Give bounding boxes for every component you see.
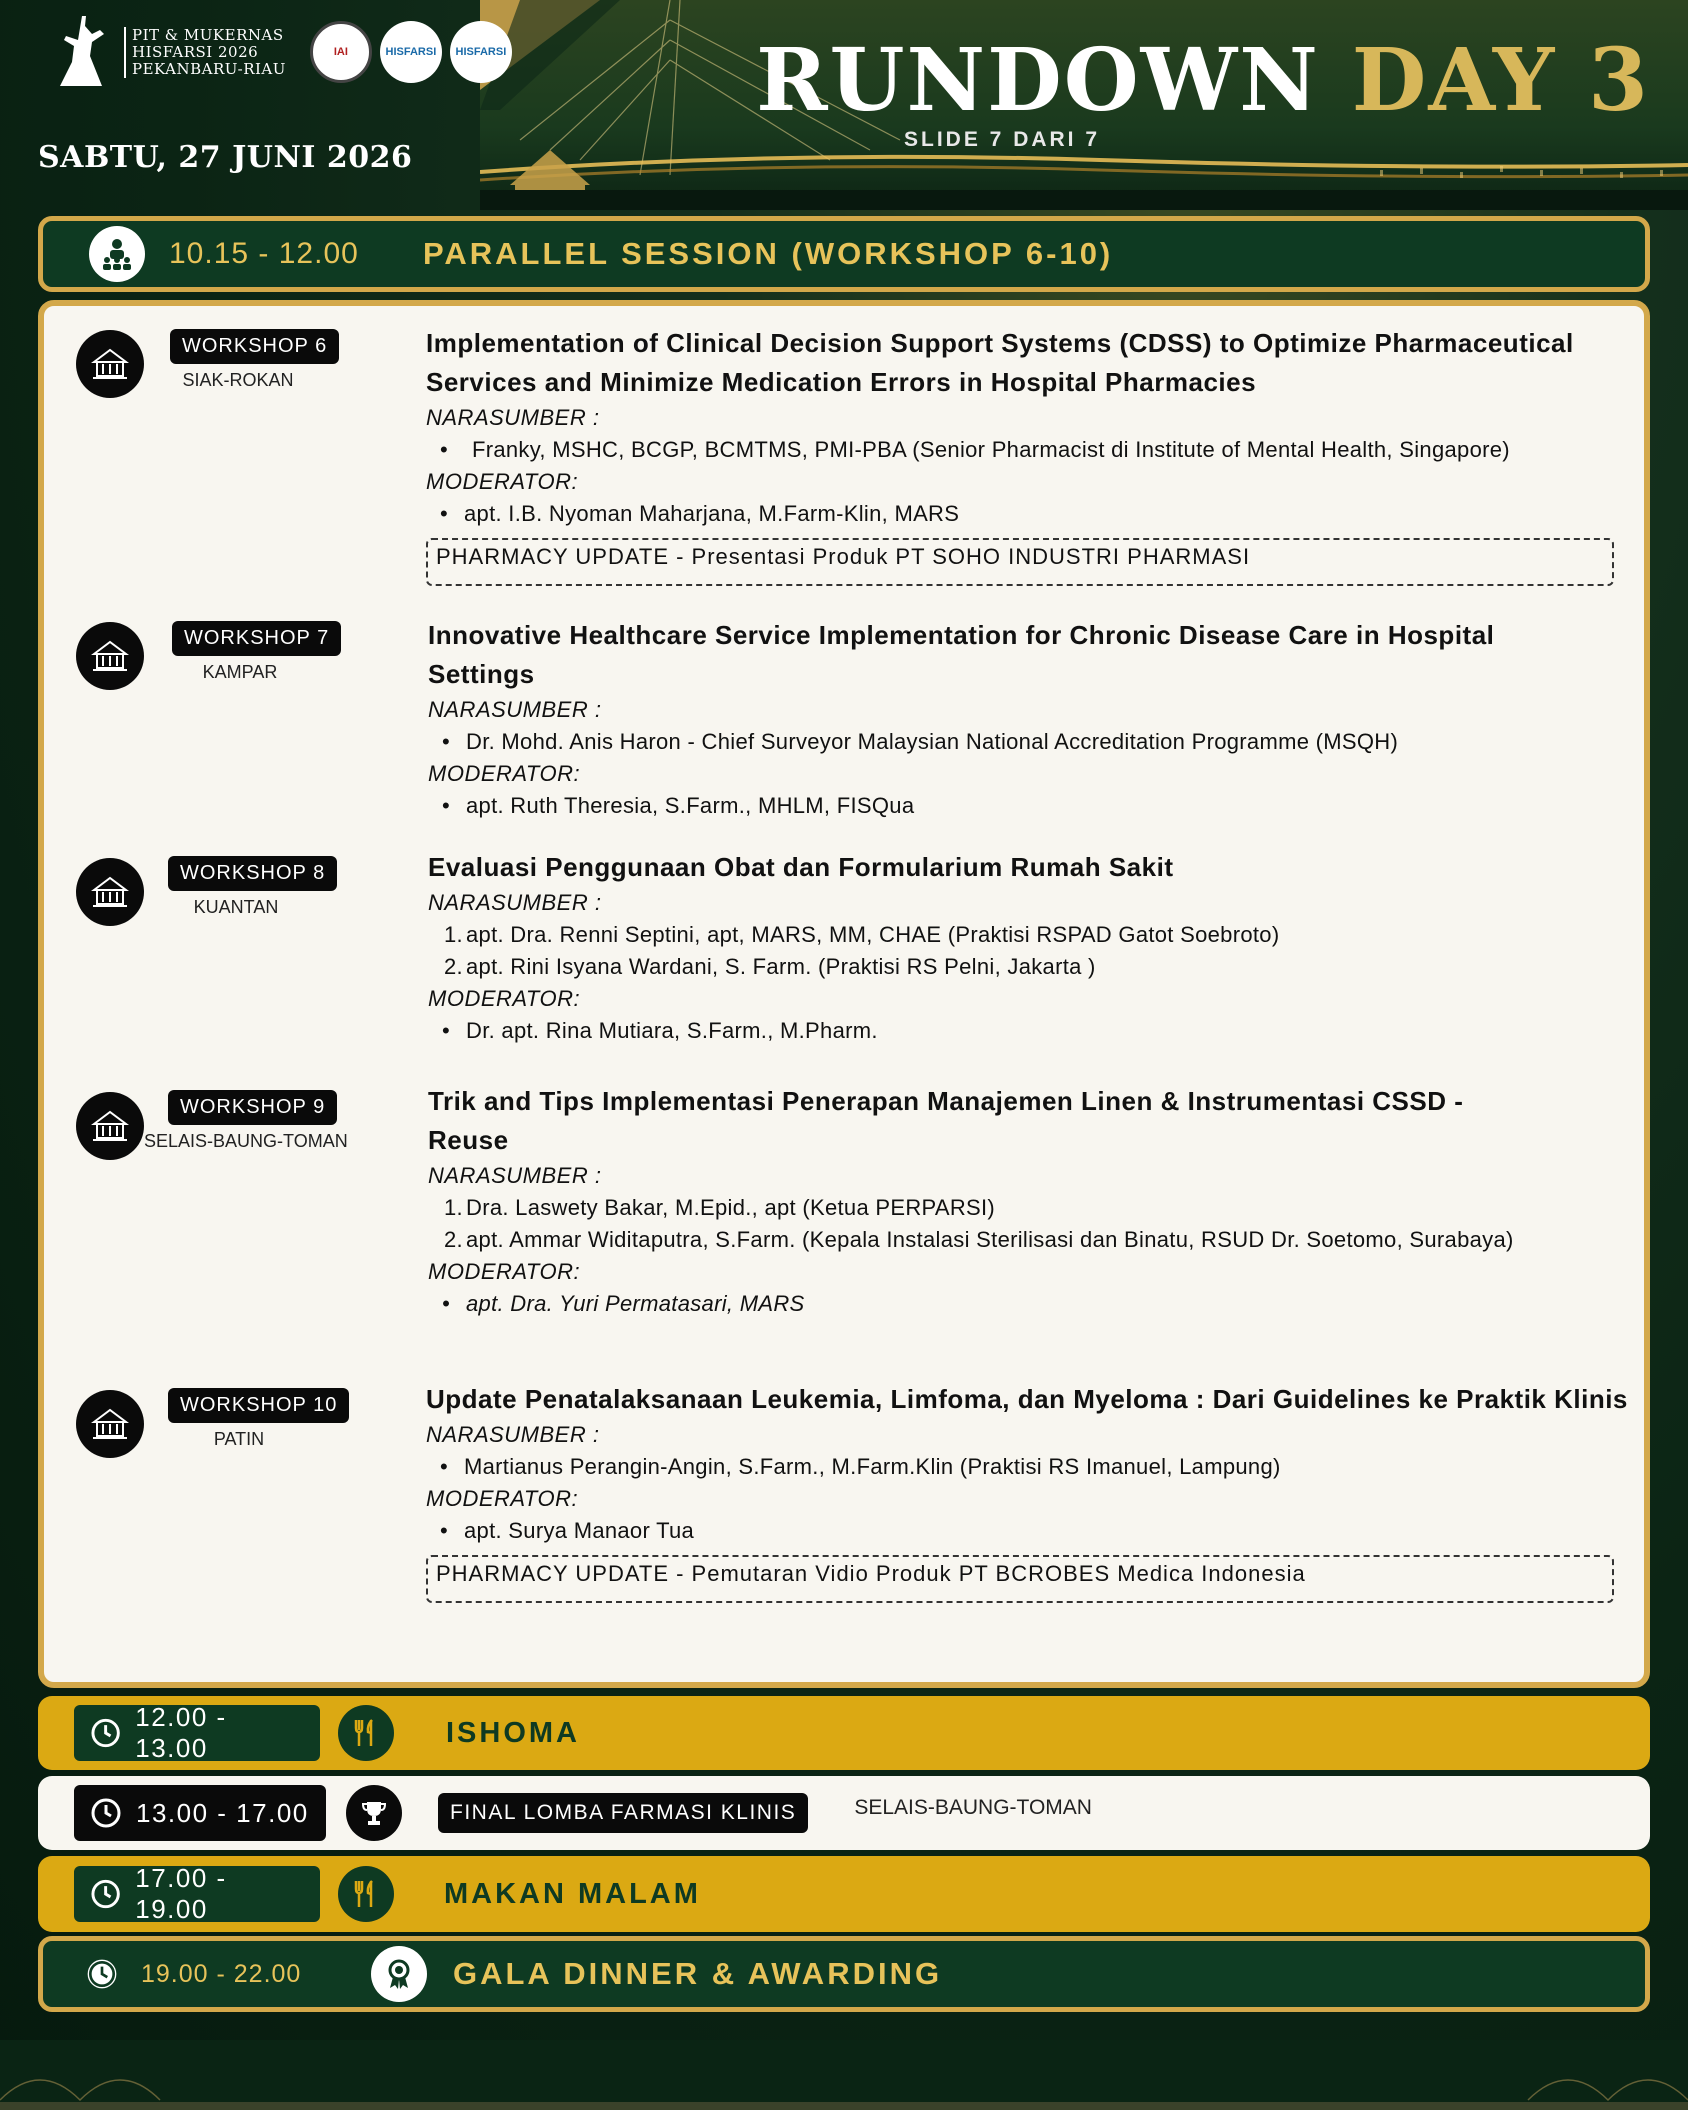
narasumber-label: NARASUMBER : <box>428 1163 602 1188</box>
moderator-label: MODERATOR: <box>428 986 581 1011</box>
clock-icon <box>90 1878 121 1910</box>
schedule-final-lomba <box>38 1776 1650 1850</box>
narasumber-label: NARASUMBER : <box>426 405 600 430</box>
time-text: 13.00 - 17.00 <box>136 1797 309 1828</box>
event-date: SABTU, 27 JUNI 2026 <box>38 140 413 175</box>
workshop-badge: WORKSHOP 8 <box>168 856 337 891</box>
clock-icon <box>85 1957 119 1991</box>
schedule-label: GALA DINNER & AWARDING <box>453 1956 943 1991</box>
bullet-icon: • <box>440 1454 449 1479</box>
moderator-item <box>428 1015 1608 1047</box>
building-icon <box>76 622 144 690</box>
pharmacy-update-box: PHARMACY UPDATE - Presentasi Produk PT SOHO INDUSTRI PHARMASI <box>426 538 1614 586</box>
parallel-session-time: 10.15 - 12.00 <box>169 237 359 270</box>
moderator-label: MODERATOR: <box>428 761 581 786</box>
workshop-card <box>38 300 1650 1688</box>
speaker-name: Dra. Laswety Bakar, M.Epid., apt (Ketua PERPARSI) <box>466 1195 996 1220</box>
workshop-badge: WORKSHOP 7 <box>172 621 341 656</box>
cutlery-icon <box>338 1866 394 1922</box>
schedule-gala-dinner <box>38 1936 1650 2012</box>
event-logo-block <box>52 12 512 92</box>
cutlery-icon <box>338 1705 394 1761</box>
workshop-location: KUANTAN <box>193 897 279 917</box>
time-box <box>74 1863 320 1924</box>
speaker-item <box>426 1451 1636 1483</box>
speaker-name: apt. Dra. Renni Septini, apt, MARS, MM, CHAE (Praktisi RSPAD Gatot Soebroto) <box>466 922 1280 947</box>
title-day: DAY 3 <box>1351 30 1650 131</box>
workshop-location: PATIN <box>213 1429 265 1449</box>
moderator-label: MODERATOR: <box>428 1259 581 1284</box>
speaker-item <box>428 919 1608 951</box>
parallel-session-bar <box>38 216 1650 292</box>
bullet-icon: • <box>440 437 449 462</box>
workshop-body <box>426 1380 1636 1603</box>
award-icon <box>371 1946 427 2002</box>
clock-icon <box>90 1797 122 1829</box>
speaker-item <box>428 1224 1538 1256</box>
narasumber-label: NARASUMBER : <box>428 697 602 722</box>
time-text: 17.00 - 19.00 <box>135 1863 227 1924</box>
moderator-name: apt. Dra. Yuri Permatasari, MARS <box>466 1291 805 1316</box>
time-box <box>85 1957 355 1991</box>
title-rundown: RUNDOWN <box>756 30 1320 131</box>
narasumber-label: NARASUMBER : <box>426 1422 600 1447</box>
clock-icon <box>90 1717 121 1749</box>
list-number: 2. <box>444 1227 463 1252</box>
iai-logo-text: IAI <box>333 46 348 58</box>
workshop-body <box>428 1082 1538 1320</box>
workshop-title: Implementation of Clinical Decision Support Systems (CDSS) to Optimize Pharmaceutical Services and Minimize Medication Errors in Hospital Pharmacies <box>426 328 1574 397</box>
moderator-name: apt. Surya Manaor Tua <box>464 1518 695 1543</box>
bullet-icon: • <box>440 501 449 526</box>
list-number: 1. <box>444 922 463 947</box>
moderator-label: MODERATOR: <box>426 1486 579 1511</box>
speaker-name: apt. Ammar Widitaputra, S.Farm. (Kepala Instalasi Sterilisasi dan Binatu, RSUD Dr. Soetomo, Surabaya) <box>466 1227 1514 1252</box>
workshop-badge: WORKSHOP 6 <box>170 329 339 364</box>
bullet-icon: • <box>440 1518 449 1543</box>
hisfarsi-logo-text: HISFARSI <box>455 46 507 58</box>
hisfarsi-logo <box>380 21 442 83</box>
narasumber-label: NARASUMBER : <box>428 890 602 915</box>
time-box <box>74 1785 326 1841</box>
trophy-icon <box>346 1785 402 1841</box>
schedule-location: SELAIS-BAUNG-TOMAN <box>854 1796 1092 1819</box>
time-text: 19.00 - 22.00 <box>141 1959 302 1988</box>
event-logo-line: PIT & MUKERNAS <box>132 25 284 44</box>
workshop-badge: WORKSHOP 9 <box>168 1090 337 1125</box>
slide-indicator: SLIDE 7 DARI 7 <box>904 128 1101 151</box>
building-icon <box>76 330 144 398</box>
list-number: 1. <box>444 1195 463 1220</box>
speaker-name: Franky, MSHC, BCGP, BCMTMS, PMI-PBA (Senior Pharmacist di Institute of Mental Health, Singapore) <box>472 437 1510 462</box>
time-box <box>74 1702 320 1763</box>
speaker-name: Dr. Mohd. Anis Haron - Chief Surveyor Malaysian National Accreditation Programme (MSQH) <box>466 729 1399 754</box>
dancer-logo-icon <box>52 12 114 92</box>
header <box>0 0 1688 210</box>
speaker-item <box>428 951 1608 983</box>
workshop-body <box>428 616 1608 822</box>
moderator-name: apt. I.B. Nyoman Maharjana, M.Farm-Klin, MARS <box>464 501 960 526</box>
workshop-location: SIAK-ROKAN <box>182 370 294 390</box>
hisfarsi-logo-alt <box>450 21 512 83</box>
bullet-icon: • <box>442 729 451 754</box>
footer-ornament <box>0 2040 1688 2110</box>
moderator-item <box>426 498 1636 530</box>
building-icon <box>76 858 144 926</box>
event-logo-line: PEKANBARU-RIAU <box>132 59 286 78</box>
workshop-badge: WORKSHOP 10 <box>168 1388 349 1423</box>
schedule-label: ISHOMA <box>446 1716 580 1749</box>
workshop-location: SELAIS-BAUNG-TOMAN <box>144 1131 348 1151</box>
page-title <box>756 30 1650 131</box>
speaker-name: apt. Rini Isyana Wardani, S. Farm. (Praktisi RS Pelni, Jakarta ) <box>466 954 1096 979</box>
event-logo-line: HISFARSI 2026 <box>132 42 259 61</box>
audience-icon <box>89 226 145 282</box>
schedule-ishoma <box>38 1696 1650 1770</box>
building-icon <box>76 1092 144 1160</box>
list-number: 2. <box>444 954 463 979</box>
moderator-item <box>428 790 1608 822</box>
workshop-body <box>428 848 1608 1047</box>
event-logo-text <box>124 27 286 78</box>
bullet-icon: • <box>442 1018 451 1043</box>
workshop-title: Trik and Tips Implementasi Penerapan Manajemen Linen & Instrumentasi CSSD - Reuse <box>428 1086 1464 1155</box>
hisfarsi-logo-text: HISFARSI <box>385 46 437 58</box>
iai-logo <box>310 21 372 83</box>
workshop-title: Update Penatalaksanaan Leukemia, Limfoma, dan Myeloma : Dari Guidelines ke Praktik Klinis <box>426 1384 1628 1414</box>
schedule-label: FINAL LOMBA FARMASI KLINIS <box>438 1793 808 1833</box>
speaker-item <box>428 726 1608 758</box>
bullet-icon: • <box>442 793 451 818</box>
speaker-item <box>428 1192 1538 1224</box>
speaker-name: Martianus Perangin-Angin, S.Farm., M.Farm.Klin (Praktisi RS Imanuel, Lampung) <box>464 1454 1281 1479</box>
workshop-body <box>426 324 1636 586</box>
workshop-location: KAMPAR <box>202 662 278 682</box>
bullet-icon: • <box>442 1291 451 1316</box>
moderator-label: MODERATOR: <box>426 469 579 494</box>
moderator-item <box>428 1288 1538 1320</box>
parallel-session-label: PARALLEL SESSION (WORKSHOP 6-10) <box>423 236 1114 271</box>
moderator-name: apt. Ruth Theresia, S.Farm., MHLM, FISQua <box>466 793 915 818</box>
time-text: 12.00 - 13.00 <box>135 1702 227 1763</box>
schedule-label: MAKAN MALAM <box>444 1877 701 1910</box>
workshop-title: Evaluasi Penggunaan Obat dan Formularium Rumah Sakit <box>428 852 1174 882</box>
moderator-name: Dr. apt. Rina Mutiara, S.Farm., M.Pharm. <box>466 1018 878 1043</box>
schedule-makan-malam <box>38 1856 1650 1932</box>
building-icon <box>76 1390 144 1458</box>
speaker-item <box>426 434 1636 466</box>
workshop-title: Innovative Healthcare Service Implementation for Chronic Disease Care in Hospital Settings <box>428 620 1495 689</box>
pharmacy-update-box: PHARMACY UPDATE - Pemutaran Vidio Produk PT BCROBES Medica Indonesia <box>426 1555 1614 1603</box>
org-logos <box>310 21 512 83</box>
moderator-item <box>426 1515 1636 1547</box>
